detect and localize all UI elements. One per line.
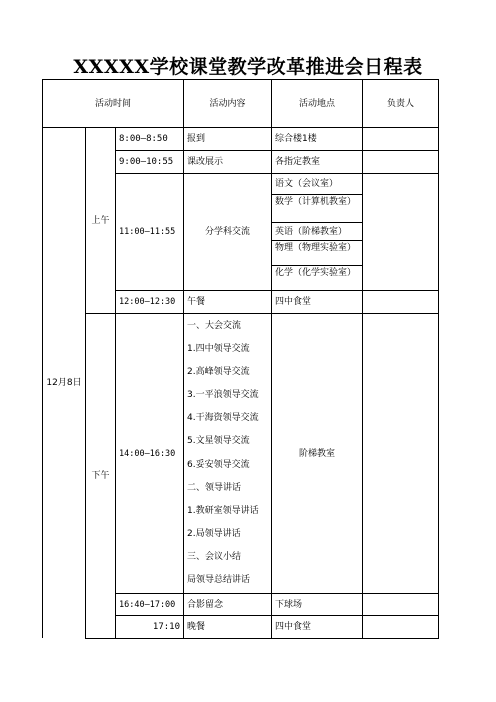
agenda-item: 6.妥安领导交流 <box>187 460 250 470</box>
header-content: 活动内容 <box>209 98 246 109</box>
location-cell: 英语（阶梯教室） <box>275 226 348 237</box>
content-cell: 分学科交流 <box>204 227 250 237</box>
page-title: XXXXX学校课堂教学改革推进会日程表 <box>73 56 423 78</box>
location-cell: 物理（物理实验室） <box>275 243 357 253</box>
agenda-item: 1.教研室领导讲话 <box>187 506 259 516</box>
agenda-item: 5.文星领导交流 <box>187 436 250 446</box>
agenda-item: 局领导总结讲话 <box>187 575 251 585</box>
content-cell: 晚餐 <box>187 622 206 632</box>
location-cell: 数学（计算机教室） <box>275 197 357 207</box>
content-cell: 报到 <box>187 134 206 144</box>
content-cell: 合影留念 <box>187 599 224 610</box>
time-cell: 17:10 <box>152 622 180 632</box>
location-cell: 各指定教室 <box>275 157 321 167</box>
time-cell: 11:00—11:55 <box>119 227 176 237</box>
header-location: 活动地点 <box>298 98 335 109</box>
agenda-item: 3.一平浪领导交流 <box>187 390 259 400</box>
agenda-item: 2.局领导讲话 <box>187 529 241 539</box>
location-cell: 四中食堂 <box>275 297 312 307</box>
location-cell: 语文（会议室） <box>275 179 339 189</box>
location-cell: 阶梯教室 <box>298 448 335 459</box>
agenda-item: 1.四中领导交流 <box>187 344 250 354</box>
time-cell: 12:00—12:30 <box>119 297 176 307</box>
location-cell: 下球场 <box>275 599 303 610</box>
date-cell: 12月8日 <box>46 378 82 388</box>
location-cell: 化学（化学实验室） <box>275 268 357 278</box>
agenda-item: 一、大会交流 <box>187 321 242 331</box>
time-cell: 14:00—16:30 <box>119 448 176 459</box>
time-cell: 16:40—17:00 <box>119 599 176 610</box>
time-cell: 9:00—10:55 <box>119 157 174 167</box>
location-cell: 四中食堂 <box>275 622 312 632</box>
location-cell: 综合楼1楼 <box>275 134 317 144</box>
header-time: 活动时间 <box>94 98 131 109</box>
period-morning: 上午 <box>91 215 110 226</box>
agenda-item: 三、会议小结 <box>187 552 242 562</box>
period-afternoon: 下午 <box>91 471 110 481</box>
agenda-item: 二、领导讲话 <box>187 483 242 493</box>
content-cell: 课改展示 <box>187 157 224 167</box>
agenda-item: 4.干海资领导交流 <box>187 413 259 423</box>
content-cell: 午餐 <box>187 297 206 307</box>
agenda-item: 2.高峰领导交流 <box>187 367 250 377</box>
time-cell: 8:00—8:50 <box>119 134 168 144</box>
header-person: 负责人 <box>386 98 414 109</box>
